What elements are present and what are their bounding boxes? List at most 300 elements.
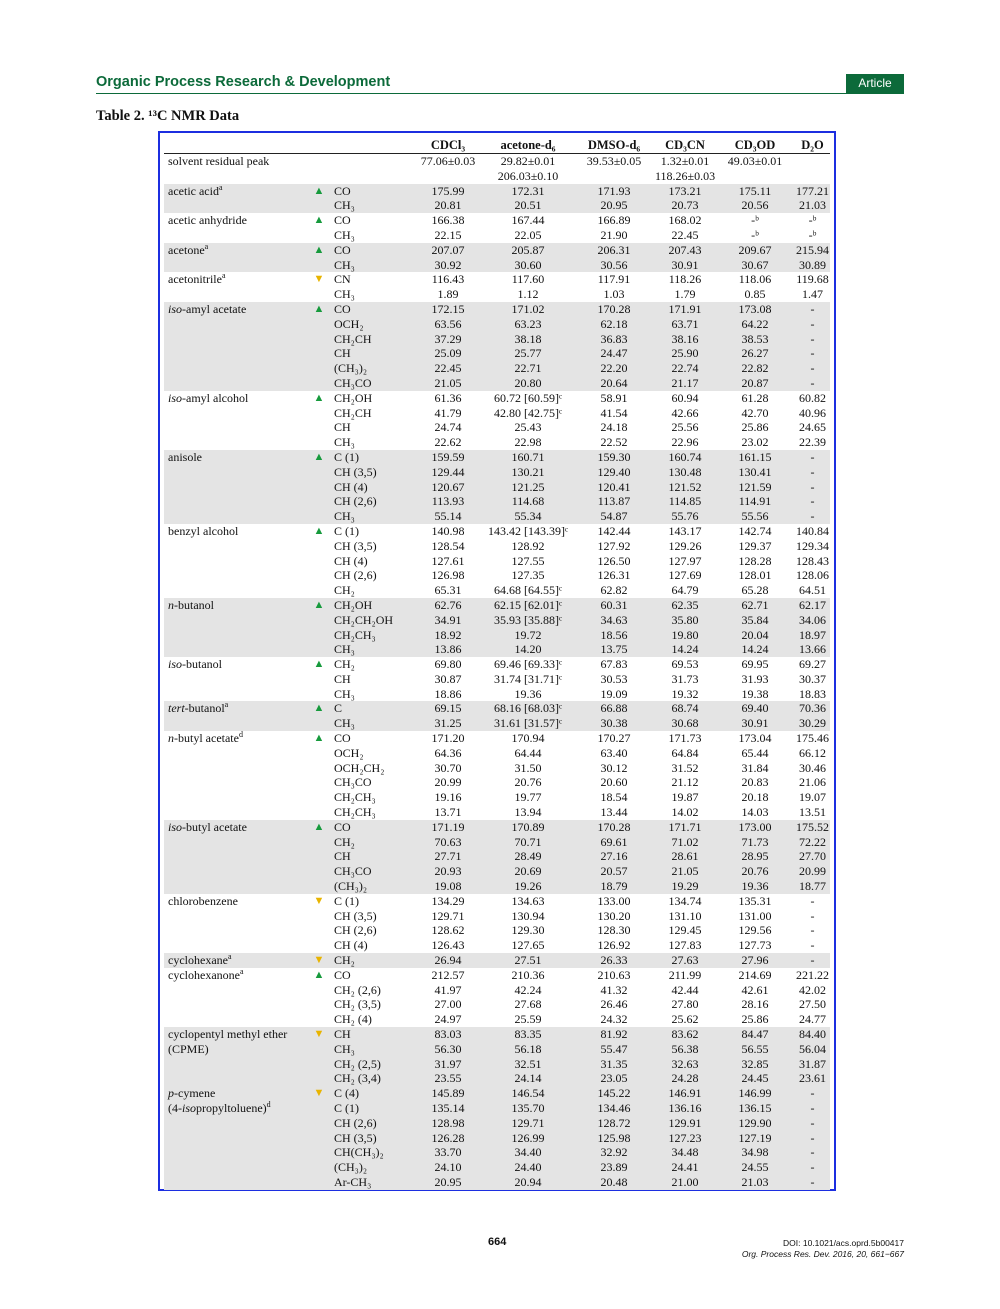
shift-value: 71.02 xyxy=(655,835,715,850)
table-row xyxy=(164,716,830,731)
shift-value: 42.80 [42.75]ᶜ xyxy=(493,405,563,420)
carbon-group: CH (3,5) xyxy=(331,1131,413,1146)
compound-label: anisole xyxy=(168,449,202,464)
marker-cell xyxy=(307,1042,331,1057)
shift-value: 69.61 xyxy=(573,835,655,850)
compound-name xyxy=(164,864,307,879)
carbon-group: C (1) xyxy=(331,1101,413,1116)
shift-value: 30.37 xyxy=(799,671,826,686)
shift-value: 38.53 xyxy=(715,332,795,347)
table-row xyxy=(164,287,830,302)
shift-value: 22.05 xyxy=(514,227,542,242)
carbon-group: CH (2,6) xyxy=(331,494,413,509)
shift-value: 30.60 xyxy=(483,258,573,273)
triangle-up-icon: ▲ xyxy=(307,598,331,613)
carbon-group: CH₂ xyxy=(331,953,413,968)
shift-value: 32.51 xyxy=(483,1057,573,1072)
shift-value: 66.12 xyxy=(799,745,826,760)
table-row xyxy=(164,775,830,790)
shift-value: 27.63 xyxy=(655,953,715,968)
shift-value: 19.09 xyxy=(600,686,628,701)
marker-cell xyxy=(307,642,331,657)
shift-value: 31.52 xyxy=(671,760,699,775)
carbon-group xyxy=(331,154,413,169)
shift-value: 30.12 xyxy=(600,760,628,775)
shift-value: 62.76 xyxy=(413,598,483,613)
shift-value: 125.98 xyxy=(573,1131,655,1146)
carbon-group: CH(CH₃)₂ xyxy=(331,1145,413,1160)
footnote-mark: d xyxy=(238,730,243,740)
shift-value: 118.26 xyxy=(668,272,702,287)
table-row xyxy=(164,1101,830,1116)
shift-value: 65.31 xyxy=(434,583,462,598)
compound-name xyxy=(164,1012,307,1027)
shift-value: 24.40 xyxy=(483,1160,573,1175)
shift-value: 19.16 xyxy=(434,790,462,805)
compound-name xyxy=(164,1042,307,1057)
shift-value: 13.86 xyxy=(413,642,483,657)
shift-value: 23.02 xyxy=(741,435,769,450)
shift-value: 19.26 xyxy=(483,879,573,894)
shift-value: 118.06 xyxy=(738,272,772,287)
shift-value: 20.73 xyxy=(655,198,715,213)
carbon-group: CH (3,5) xyxy=(334,538,377,553)
table-row xyxy=(164,997,830,1012)
compound-name xyxy=(164,997,307,1012)
carbon-group: (CH₃)₂ xyxy=(331,1160,413,1175)
compound-name xyxy=(164,849,307,864)
shift-value: 140.98 xyxy=(431,523,465,538)
shift-value: 62.15 [62.01]ᶜ xyxy=(483,598,573,613)
shift-value: 20.94 xyxy=(483,1175,573,1190)
marker-cell xyxy=(307,317,331,332)
table-row xyxy=(164,228,830,243)
shift-value: 166.89 xyxy=(597,213,631,228)
table-row xyxy=(164,583,830,598)
compound-label: acetonitrile xyxy=(168,272,222,287)
marker-cell xyxy=(307,672,331,687)
carbon-group: CH₂CH₃ xyxy=(334,805,376,820)
shift-value: 63.71 xyxy=(655,317,715,332)
table-row xyxy=(164,731,830,746)
shift-value: 32.92 xyxy=(573,1145,655,1160)
shift-value: 20.95 xyxy=(573,198,655,213)
shift-value: 127.65 xyxy=(511,938,545,953)
shift-value: 24.14 xyxy=(483,1071,573,1086)
marker-cell xyxy=(307,775,331,790)
shift-value: 25.90 xyxy=(655,346,715,361)
shift-value: 209.67 xyxy=(715,243,795,258)
shift-value: - xyxy=(795,450,830,465)
shift-value: 128.62 xyxy=(431,923,465,938)
carbon-group: C (1) xyxy=(334,523,359,538)
shift-value: 24.18 xyxy=(600,420,628,435)
shift-value: - xyxy=(795,465,830,480)
shift-value: 171.20 xyxy=(431,731,465,746)
shift-value: 69.95 xyxy=(741,657,769,672)
carbon-group: (CH₃)₂ xyxy=(331,879,413,894)
shift-value: 167.44 xyxy=(511,213,545,228)
shift-value: 28.16 xyxy=(741,997,769,1012)
shift-value: 28.61 xyxy=(655,849,715,864)
shift-value: 25.86 xyxy=(741,420,769,435)
table-row xyxy=(164,346,830,361)
shift-value: 22.74 xyxy=(655,361,715,376)
table-row xyxy=(164,805,830,820)
table-row xyxy=(164,687,830,702)
marker-cell xyxy=(307,761,331,776)
compound-name xyxy=(164,613,307,628)
carbon-group: CH₃ xyxy=(334,686,355,701)
shift-value: 221.22 xyxy=(796,967,829,982)
shift-value: 171.91 xyxy=(655,302,715,317)
compound-name xyxy=(164,642,307,657)
shift-value: 126.99 xyxy=(483,1131,573,1146)
shift-value: 14.24 xyxy=(715,642,795,657)
shift-value: 64.22 xyxy=(715,317,795,332)
shift-value: 22.98 xyxy=(514,435,542,450)
carbon-group: CH₂OH xyxy=(331,598,413,613)
shift-value: 146.91 xyxy=(655,1086,715,1101)
shift-value: 21.05 xyxy=(655,864,715,879)
table-row xyxy=(164,1071,830,1086)
compound-label: iso-amyl acetate xyxy=(168,301,247,316)
shift-value: 129.90 xyxy=(715,1116,795,1131)
shift-value: 127.83 xyxy=(668,938,702,953)
shift-value: 30.29 xyxy=(795,716,830,731)
shift-value: 31.25 xyxy=(413,716,483,731)
table-row xyxy=(164,790,830,805)
compound-label: benzyl alcohol xyxy=(168,523,239,538)
table-row xyxy=(164,894,830,909)
shift-value: 64.51 xyxy=(799,583,826,598)
shift-value: 210.36 xyxy=(511,967,545,982)
marker-cell xyxy=(307,169,331,184)
shift-value: 21.90 xyxy=(600,227,628,242)
shift-value: 68.74 xyxy=(655,701,715,716)
shift-value: 41.54 xyxy=(600,405,628,420)
shift-value: 172.31 xyxy=(483,184,573,199)
compound-name xyxy=(164,272,307,287)
shift-value: 134.63 xyxy=(511,893,545,908)
shift-value: 173.04 xyxy=(738,731,772,746)
shift-value: 63.23 xyxy=(483,317,573,332)
shift-value: 21.00 xyxy=(655,1175,715,1190)
carbon-group: CN xyxy=(334,272,351,287)
shift-value: 159.59 xyxy=(413,450,483,465)
compound-name xyxy=(164,420,307,435)
shift-value: 71.73 xyxy=(715,835,795,850)
shift-value: 129.34 xyxy=(796,538,829,553)
shift-value: 127.73 xyxy=(738,938,772,953)
carbon-group: CH (4) xyxy=(334,553,368,568)
marker-cell xyxy=(307,849,331,864)
carbon-group: CH₂ xyxy=(334,583,355,598)
shift-value: 214.69 xyxy=(738,967,772,982)
compound-name xyxy=(164,346,307,361)
shift-value: 38.18 xyxy=(483,332,573,347)
shift-value: 175.52 xyxy=(796,819,829,834)
shift-value: 69.53 xyxy=(671,657,699,672)
shift-value: 30.46 xyxy=(799,760,826,775)
shift-value: 24.41 xyxy=(655,1160,715,1175)
compound-label: cyclohexanone xyxy=(168,967,240,982)
shift-value: 19.77 xyxy=(514,790,542,805)
triangle-up-icon: ▲ xyxy=(313,732,325,745)
compound-name xyxy=(164,775,307,790)
shift-value: 117.60 xyxy=(511,272,545,287)
shift-value: 24.47 xyxy=(573,346,655,361)
shift-value: 32.63 xyxy=(655,1057,715,1072)
carbon-group: CH (3,5) xyxy=(334,908,377,923)
shift-value: 41.32 xyxy=(600,982,628,997)
shift-value: - xyxy=(795,302,830,317)
table-row xyxy=(164,672,830,687)
shift-value: 128.06 xyxy=(796,568,829,583)
shift-value: 24.97 xyxy=(434,1012,462,1027)
compound-label: solvent residual peak xyxy=(168,154,270,168)
marker-cell xyxy=(307,480,331,495)
marker-cell xyxy=(307,805,331,820)
shift-value: 118.26±0.03 xyxy=(655,168,716,183)
shift-value: 21.17 xyxy=(655,376,715,391)
shift-value: 19.07 xyxy=(799,790,826,805)
carbon-group: CO xyxy=(331,302,413,317)
shift-value: 129.45 xyxy=(668,923,702,938)
footnote-mark: a xyxy=(227,952,232,962)
carbon-group: CH₃CO xyxy=(331,864,413,879)
table-row xyxy=(164,272,830,287)
shift-value: 13.66 xyxy=(795,642,830,657)
compound-name xyxy=(164,184,307,199)
carbon-group: CH₃ xyxy=(331,198,413,213)
shift-value: 62.18 xyxy=(573,317,655,332)
shift-value: 133.00 xyxy=(597,893,631,908)
shift-value: 130.21 xyxy=(483,465,573,480)
shift-value: 64.44 xyxy=(514,745,542,760)
triangle-up-icon: ▲ xyxy=(307,450,331,465)
compound-label: (4-isopropyltoluene) xyxy=(168,1101,267,1115)
carbon-group: CH (4) xyxy=(331,480,413,495)
shift-value: 83.62 xyxy=(655,1027,715,1042)
triangle-up-icon: ▲ xyxy=(313,524,325,537)
shift-value: 30.56 xyxy=(573,258,655,273)
shift-value xyxy=(795,169,830,184)
shift-value: 27.00 xyxy=(434,997,462,1012)
shift-value: 114.91 xyxy=(715,494,795,509)
shift-value: 205.87 xyxy=(483,243,573,258)
triangle-down-icon: ▼ xyxy=(313,273,325,286)
compound-name xyxy=(164,672,307,687)
shift-value: 129.71 xyxy=(483,1116,573,1131)
marker-cell xyxy=(307,790,331,805)
shift-value xyxy=(795,154,830,169)
marker-cell xyxy=(307,406,331,421)
table-row xyxy=(164,509,830,524)
shift-value: 173.21 xyxy=(655,184,715,199)
marker-cell xyxy=(307,923,331,938)
compound-name xyxy=(164,790,307,805)
shift-value: 177.21 xyxy=(796,183,829,198)
carbon-group: CH (2,6) xyxy=(331,1116,413,1131)
compound-label: acetic acid xyxy=(168,183,219,198)
footnote-mark: a xyxy=(221,271,226,281)
marker-cell xyxy=(307,1071,331,1086)
shift-value: 13.44 xyxy=(600,805,628,820)
shift-value: 126.50 xyxy=(597,553,631,568)
shift-value: 37.29 xyxy=(413,332,483,347)
carbon-group: CO xyxy=(331,820,413,835)
shift-value: 126.92 xyxy=(597,938,631,953)
compound-label: acetic anhydride xyxy=(168,213,247,228)
shift-value: 23.05 xyxy=(573,1071,655,1086)
shift-value: 83.03 xyxy=(413,1027,483,1042)
shift-value: 1.12 xyxy=(517,287,539,302)
shift-value: 30.89 xyxy=(795,258,830,273)
shift-value: 81.92 xyxy=(573,1027,655,1042)
carbon-group: C (4) xyxy=(331,1086,413,1101)
shift-value: 166.38 xyxy=(431,213,465,228)
shift-value: 20.99 xyxy=(795,864,830,879)
col-cdcl3: CDCl₃ xyxy=(413,138,483,154)
shift-value: 160.74 xyxy=(655,450,715,465)
carbon-group: C (1) xyxy=(334,893,359,908)
triangle-down-icon: ▼ xyxy=(313,894,325,907)
compound-label: p-cymene xyxy=(168,1086,216,1101)
compound-name xyxy=(164,1071,307,1086)
carbon-group: CH₂ (4) xyxy=(334,1012,372,1027)
marker-cell xyxy=(307,509,331,524)
shift-value: 23.89 xyxy=(573,1160,655,1175)
carbon-group: CH₂CH₃ xyxy=(331,628,413,643)
shift-value: 30.53 xyxy=(600,671,628,686)
shift-value: 30.67 xyxy=(715,258,795,273)
shift-value: - xyxy=(810,908,815,923)
shift-value: 31.84 xyxy=(741,760,769,775)
shift-value: 35.93 [35.88]ᶜ xyxy=(483,613,573,628)
carbon-group: CH₂OH xyxy=(334,390,373,405)
compound-name xyxy=(164,1116,307,1131)
shift-value: 1.47 xyxy=(802,287,823,302)
shift-value: - xyxy=(795,317,830,332)
shift-value: 20.48 xyxy=(573,1175,655,1190)
shift-value: 27.70 xyxy=(795,849,830,864)
shift-value: 25.56 xyxy=(671,420,699,435)
col-d2o: D₂O xyxy=(795,138,830,154)
compound-name xyxy=(164,376,307,391)
marker-cell xyxy=(307,361,331,376)
compound-name xyxy=(164,598,307,613)
shift-value: 116.43 xyxy=(431,272,465,287)
table-row xyxy=(164,1175,830,1190)
compound-name xyxy=(164,1027,307,1042)
compound-name xyxy=(164,835,307,850)
shift-value: 20.56 xyxy=(715,198,795,213)
shift-value: 27.16 xyxy=(573,849,655,864)
shift-value: 127.61 xyxy=(431,553,465,568)
shift-value: 21.12 xyxy=(671,775,699,790)
shift-value: 35.80 xyxy=(655,613,715,628)
shift-value: 31.74 [31.71]ᶜ xyxy=(493,671,563,686)
carbon-group: CO xyxy=(334,967,351,982)
shift-value: 127.35 xyxy=(511,568,545,583)
shift-value: 31.87 xyxy=(795,1057,830,1072)
table-row xyxy=(164,938,830,953)
table-row xyxy=(164,524,830,539)
compound-name xyxy=(164,746,307,761)
marker-cell xyxy=(307,628,331,643)
shift-value: 113.87 xyxy=(573,494,655,509)
shift-value: 22.15 xyxy=(434,227,462,242)
shift-value: -ᵇ xyxy=(808,213,817,228)
shift-value: 20.18 xyxy=(741,790,769,805)
shift-value: 210.63 xyxy=(597,967,631,982)
shift-value: - xyxy=(795,1175,830,1190)
shift-value: 54.87 xyxy=(573,509,655,524)
triangle-up-icon: ▲ xyxy=(307,302,331,317)
table-row xyxy=(164,849,830,864)
table-row xyxy=(164,184,830,199)
carbon-group: CH (4) xyxy=(334,938,368,953)
shift-value: 20.76 xyxy=(514,775,542,790)
shift-value: 68.16 [68.03]ᶜ xyxy=(483,701,573,716)
doi: DOI: 10.1021/acs.oprd.5b00417 xyxy=(783,1238,904,1248)
carbon-group: CH₃ xyxy=(331,1042,413,1057)
marker-cell xyxy=(307,716,331,731)
compound-name xyxy=(164,923,307,938)
compound-label: n-butanol xyxy=(168,597,214,612)
shift-value: 128.30 xyxy=(597,923,631,938)
compound-name xyxy=(164,1086,307,1101)
shift-value: 56.38 xyxy=(655,1042,715,1057)
nmr-table xyxy=(164,138,830,1190)
marker-cell xyxy=(307,228,331,243)
compound-name xyxy=(164,761,307,776)
carbon-group: CH₃ xyxy=(331,716,413,731)
shift-value: - xyxy=(795,332,830,347)
shift-value: 18.97 xyxy=(795,628,830,643)
shift-value: 22.45 xyxy=(671,227,699,242)
shift-value: 1.79 xyxy=(674,287,696,302)
table-row xyxy=(164,1160,830,1175)
compound-name xyxy=(164,1175,307,1190)
shift-value: 171.19 xyxy=(413,820,483,835)
header-rule xyxy=(96,93,904,94)
shift-value: 34.40 xyxy=(483,1145,573,1160)
compound-name xyxy=(164,731,307,746)
shift-value: - xyxy=(795,1116,830,1131)
shift-value: 0.85 xyxy=(744,287,766,302)
shift-value: 42.02 xyxy=(799,982,826,997)
shift-value: 14.24 xyxy=(655,642,715,657)
shift-value: 19.38 xyxy=(741,686,769,701)
shift-value: 128.54 xyxy=(431,538,465,553)
compound-name xyxy=(164,583,307,598)
table-row xyxy=(164,820,830,835)
shift-value: 56.04 xyxy=(795,1042,830,1057)
shift-value: 19.36 xyxy=(715,879,795,894)
shift-value xyxy=(413,169,483,184)
carbon-group: CH₂CH₃ xyxy=(334,790,376,805)
table-row xyxy=(164,450,830,465)
shift-value: 34.98 xyxy=(715,1145,795,1160)
shift-value: 175.46 xyxy=(796,731,829,746)
shift-value: 40.96 xyxy=(799,405,826,420)
shift-value: 161.15 xyxy=(715,450,795,465)
table-row xyxy=(164,154,830,169)
shift-value: 127.19 xyxy=(715,1131,795,1146)
shift-value: 14.03 xyxy=(741,805,769,820)
